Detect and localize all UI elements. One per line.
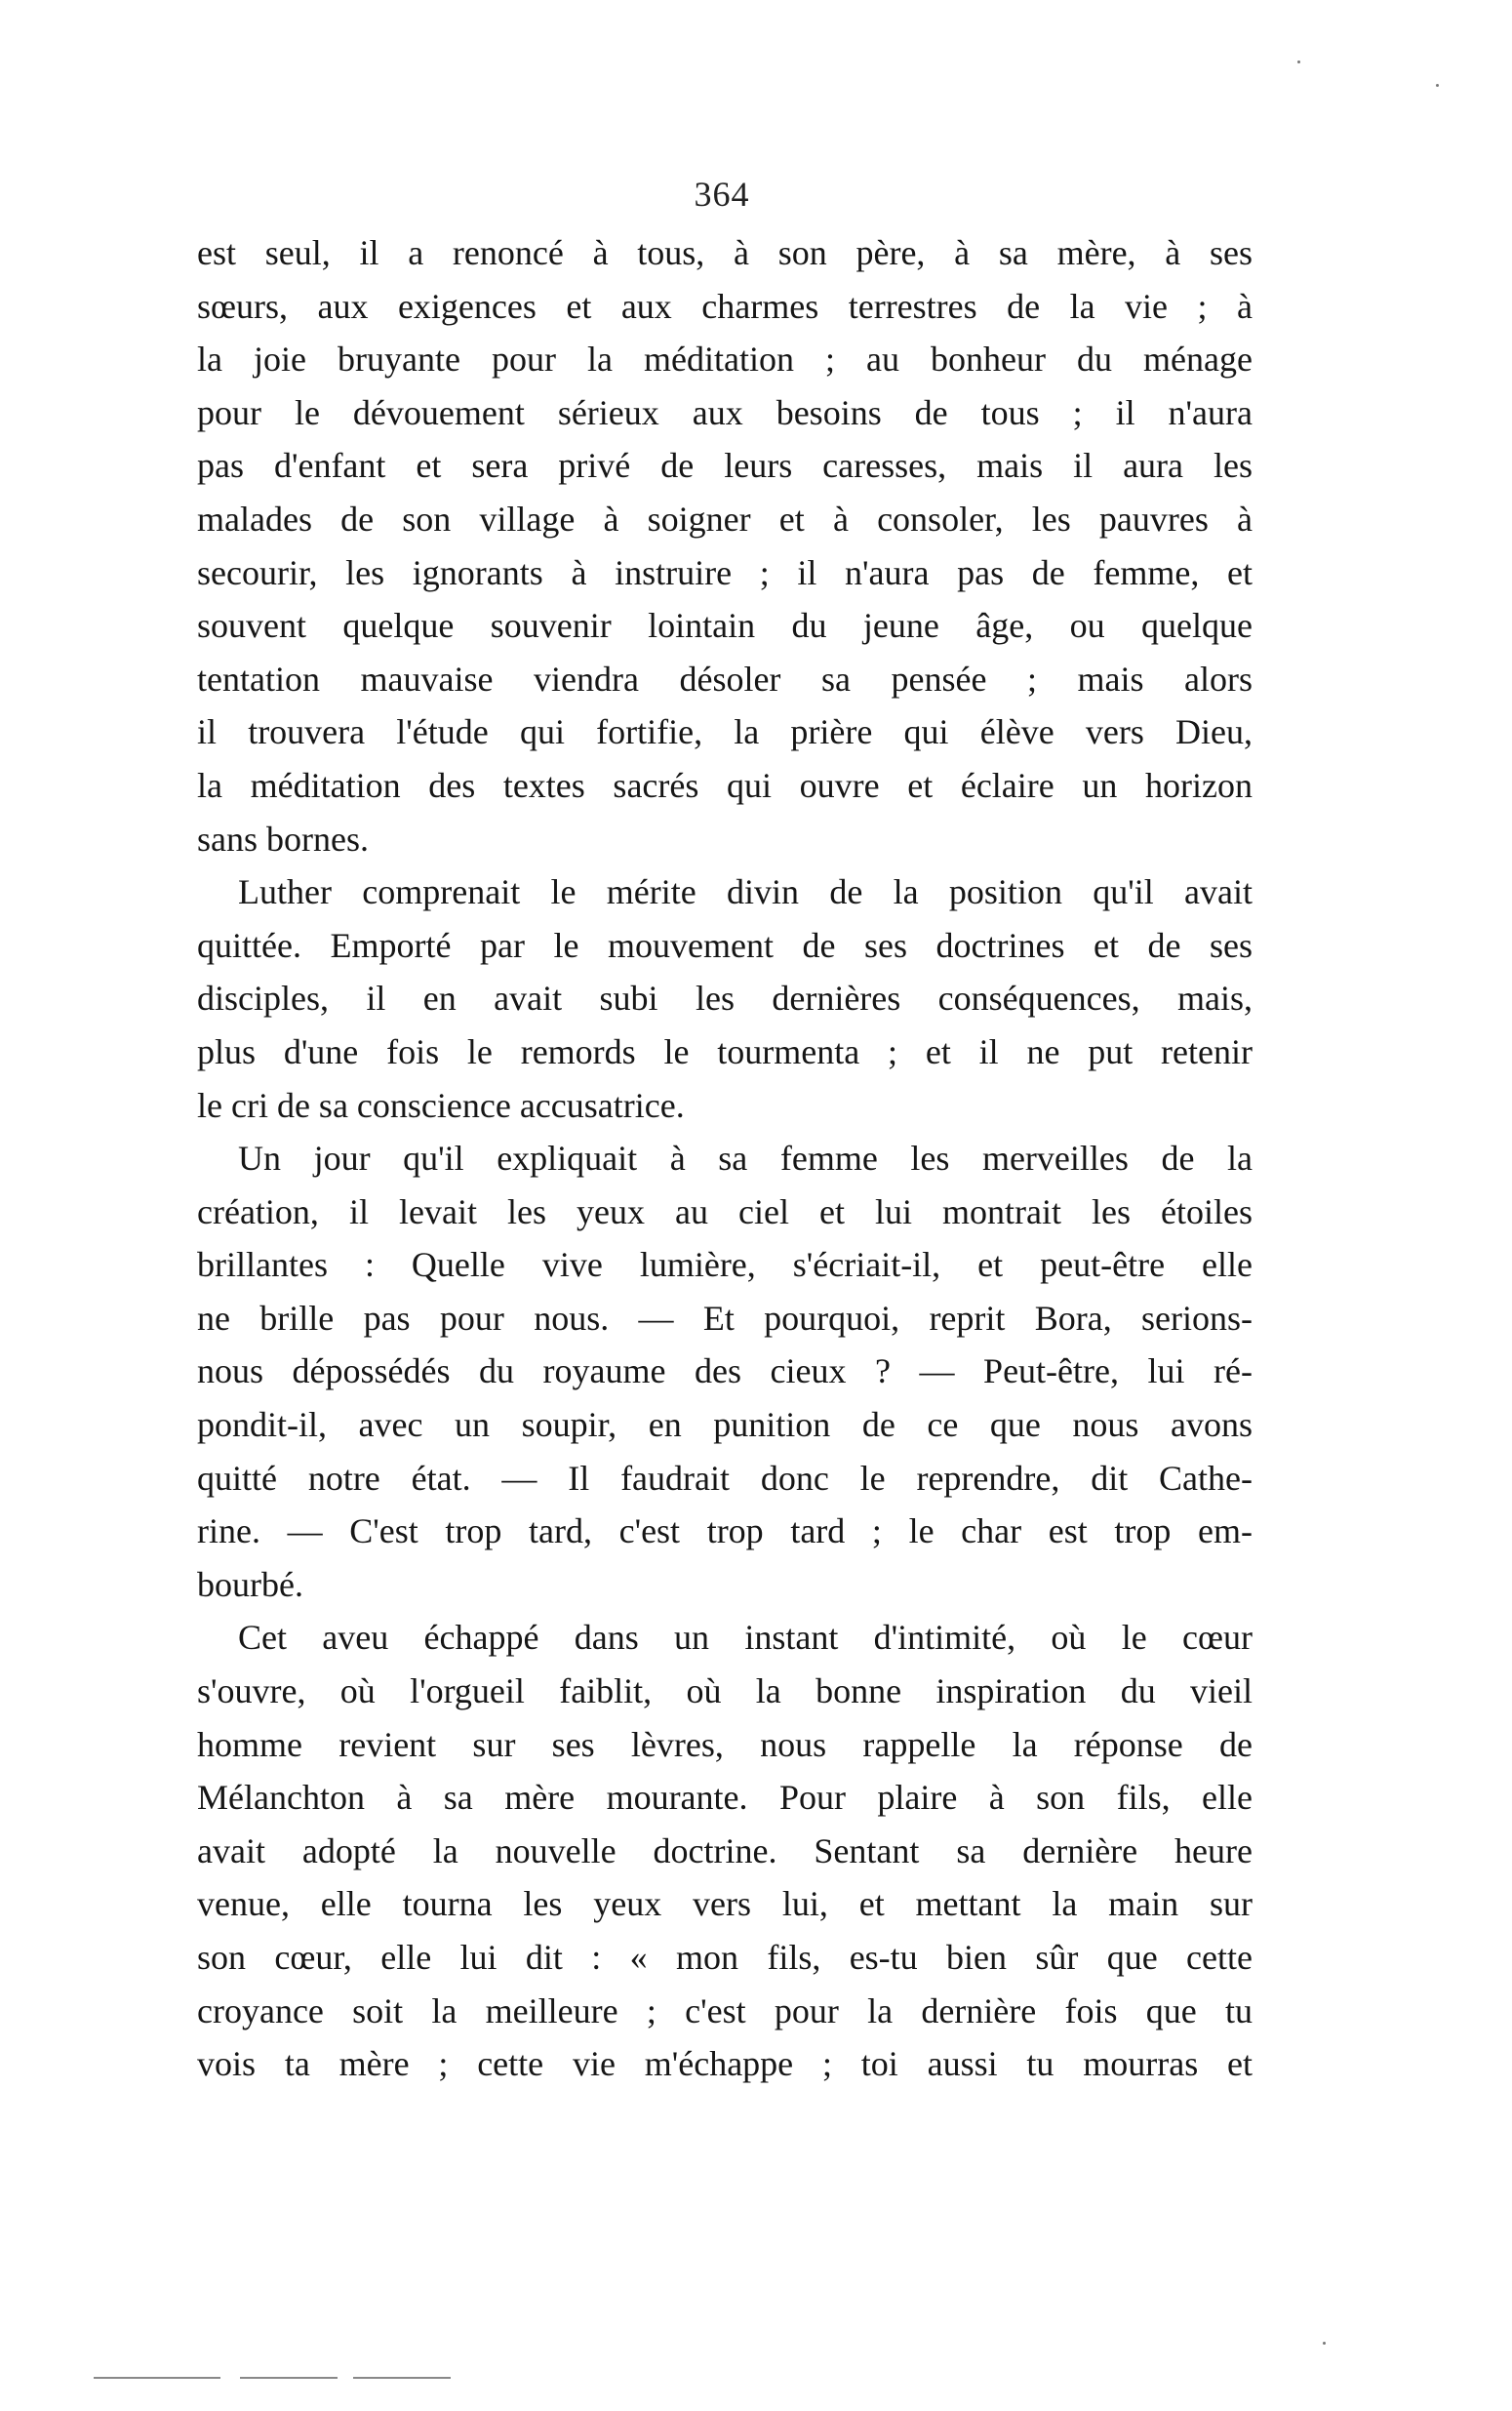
text-line: sans bornes.: [197, 819, 369, 859]
text-line: la méditation des textes sacrés qui ouvre et éclaire un horizon: [197, 765, 1253, 805]
text-line: Luther comprenait le mérite divin de la position qu'il avait: [238, 872, 1253, 912]
text-line: croyance soit la meilleure ; c'est pour la dernière fois que tu: [197, 1990, 1253, 2030]
text-line: rine. — C'est trop tard, c'est trop tard ; le char est trop em-: [197, 1511, 1253, 1551]
text-line: disciples, il en avait subi les dernières conséquences, mais,: [197, 979, 1253, 1019]
text-line: Cet aveu échappé dans un instant d'intimité, où le cœur: [238, 1618, 1253, 1658]
text-line: Mélanchton à sa mère mourante. Pour plaire à son fils, elle: [197, 1778, 1253, 1818]
text-line: pour le dévouement sérieux aux besoins de tous ; il n'aura: [197, 392, 1253, 432]
footer-rule: [240, 2377, 338, 2379]
text-line: création, il levait les yeux au ciel et lui montrait les étoiles: [197, 1191, 1253, 1231]
text-line: quittée. Emporté par le mouvement de ses doctrines et de ses: [197, 925, 1253, 965]
text-line: ne brille pas pour nous. — Et pourquoi, reprit Bora, serions-: [197, 1298, 1253, 1338]
text-line: la joie bruyante pour la méditation ; au bonheur du ménage: [197, 340, 1253, 380]
text-line: nous dépossédés du royaume des cieux ? — Peut-être, lui ré-: [197, 1351, 1253, 1391]
text-line: venue, elle tourna les yeux vers lui, et mettant la main sur: [197, 1884, 1253, 1924]
scan-speck: [1436, 84, 1439, 87]
text-line: quitté notre état. — Il faudrait donc le reprendre, dit Cathe-: [197, 1458, 1253, 1498]
text-line: est seul, il a renoncé à tous, à son père, à sa mère, à ses: [197, 233, 1253, 272]
text-line: souvent quelque souvenir lointain du jeune âge, ou quelque: [197, 606, 1253, 646]
text-line: pas d'enfant et sera privé de leurs caresses, mais il aura les: [197, 446, 1253, 486]
text-line: le cri de sa conscience accusatrice.: [197, 1085, 685, 1125]
text-line: homme revient sur ses lèvres, nous rappelle la réponse de: [197, 1724, 1253, 1764]
text-line: bourbé.: [197, 1564, 303, 1604]
text-line: pondit-il, avec un soupir, en punition de ce que nous avons: [197, 1405, 1253, 1445]
text-line: s'ouvre, où l'orgueil faiblit, où la bonne inspiration du vieil: [197, 1671, 1253, 1711]
text-line: brillantes : Quelle vive lumière, s'écriait-il, et peut-être elle: [197, 1245, 1253, 1285]
footer-rule: [353, 2377, 451, 2379]
text-line: sœurs, aux exigences et aux charmes terrestres de la vie ; à: [197, 286, 1253, 326]
text-line: secourir, les ignorants à instruire ; il n'aura pas de femme, et: [197, 552, 1253, 592]
text-line: son cœur, elle lui dit : « mon fils, es-tu bien sûr que cette: [197, 1938, 1253, 1977]
text-line: tentation mauvaise viendra désoler sa pensée ; mais alors: [197, 659, 1253, 699]
text-line: il trouvera l'étude qui fortifie, la prière qui élève vers Dieu,: [197, 712, 1253, 752]
page-number: 364: [694, 175, 750, 214]
scan-speck: [1323, 2342, 1326, 2345]
scan-speck: [1297, 60, 1300, 63]
text-line: malades de son village à soigner et à consoler, les pauvres à: [197, 499, 1253, 539]
text-line: avait adopté la nouvelle doctrine. Sentant sa dernière heure: [197, 1830, 1253, 1870]
footer-rule: [94, 2377, 220, 2379]
text-line: plus d'une fois le remords le tourmenta ; et il ne put retenir: [197, 1031, 1253, 1071]
text-line: vois ta mère ; cette vie m'échappe ; toi aussi tu mourras et: [197, 2044, 1253, 2084]
text-line: Un jour qu'il expliquait à sa femme les merveilles de la: [238, 1139, 1253, 1179]
body-text: [197, 226, 1253, 2091]
